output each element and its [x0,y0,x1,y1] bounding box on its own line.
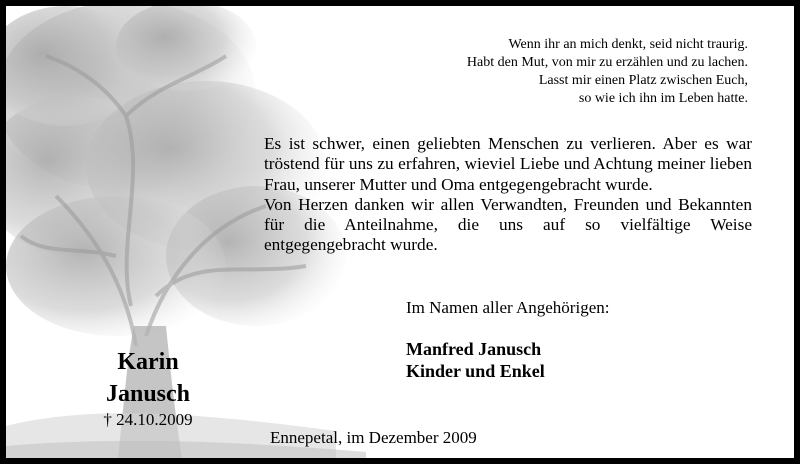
signoff-line: Im Namen aller Angehörigen: [406,298,610,317]
poem [467,36,748,108]
poem-line: Habt den Mut, von mir zu erzählen und zu lachen. [466,55,748,70]
thank-you-paragraph: Von Herzen danken wir allen Verwandten, Freunden und Bekannten für die Anteilnahme, die uns auf so vielfältige Weise entgegengebracht wurde. [264,194,752,255]
poem-line: Lasst mir einen Platz zwischen Euch, [538,73,748,88]
poem-line: Wenn ihr an mich denkt, seid nicht traurig. [508,37,748,52]
death-date: † 24.10.2009 [103,410,193,429]
signers [406,338,545,382]
place-date: Ennepetal, im Dezember 2009 [270,428,477,447]
poem-line: so wie ich ihn im Leben hatte. [578,91,748,106]
thank-you-paragraph: Es ist schwer, einen geliebten Menschen zu verlieren. Aber es war tröstend für uns zu erfahren, wieviel Liebe und Achtung meiner lieben Frau, unserer Mutter und Oma entgegengebracht wurde. [264,134,752,194]
signer-name: Kinder und Enkel [406,361,545,381]
deceased-name [88,346,208,410]
deceased-first-name: Karin [117,349,179,375]
thank-you-text [264,134,752,256]
signer-name: Manfred Janusch [406,339,542,359]
deceased-last-name: Janusch [105,381,191,407]
